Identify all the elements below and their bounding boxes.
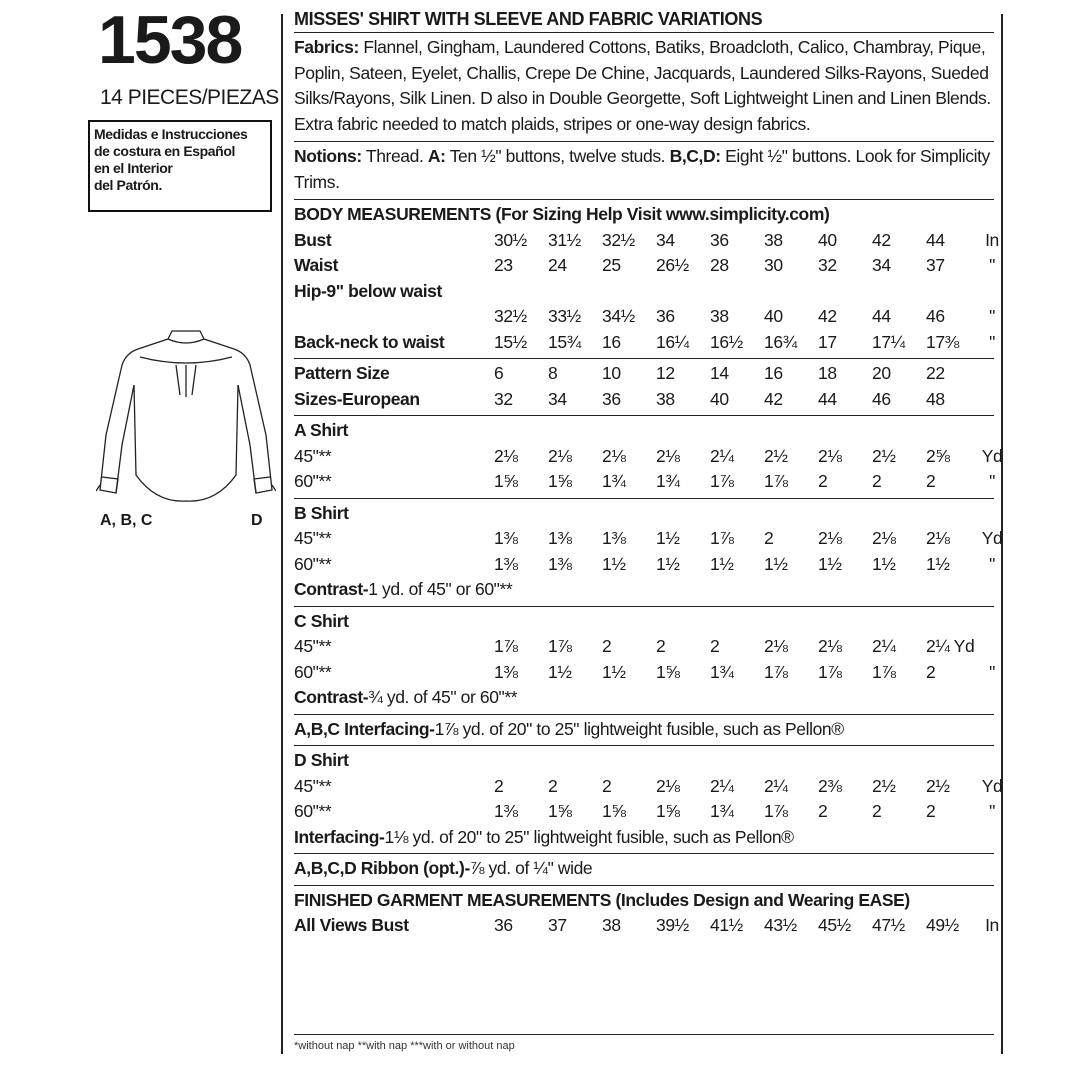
value-cell: 34 [872, 255, 891, 275]
value-cell: 48 [926, 388, 945, 409]
notions-text: Ten ½" buttons, twelve studs. [445, 146, 670, 166]
c-shirt-section [294, 607, 994, 715]
value-cell: 16¼ [656, 331, 689, 352]
row-label: 60"** [294, 801, 332, 821]
interfacing-text: 1⅞ yd. of 20" to 25" lightweight fusible, such as Pellon® [434, 718, 844, 739]
measure-row-back-neck [294, 330, 994, 356]
value-cell: 34 [548, 388, 567, 409]
contrast-label: Contrast- [294, 687, 369, 707]
value-cell: 44 [818, 388, 837, 409]
yardage-row-60 [294, 660, 994, 686]
value-cell: 32½ [602, 229, 635, 250]
value-cell: 16¾ [764, 331, 797, 352]
fabrics-text: Flannel, Gingham, Laundered Cottons, Batiks, Broadcloth, Calico, Chambray, Pique, Poplin, Sateen, Eyelet, Challis, Crepe De Chine, Jacquards, Laundered Silks-Rayons, Sueded Silks/Rayons, Silk Linen. D also in Double Georgette, Soft Lightweight Linen and Linen Blends. Extra fabric needed to match plaids, stripes or one-way design fabrics. [294, 37, 991, 134]
row-label: 45"** [294, 445, 332, 466]
value-cell: 22 [926, 363, 945, 383]
value-cell: 38 [656, 388, 675, 409]
value-cell: 2½ [872, 445, 896, 466]
value-cell: 1½ [602, 553, 626, 574]
spanish-note-line: Medidas e Instrucciones [94, 126, 248, 142]
value-cell: 2⅛ [818, 636, 842, 656]
pattern-title: MISSES' SHIRT WITH SLEEVE AND FABRIC VARIATIONS [294, 6, 994, 33]
unit-cell: Yd [981, 775, 1003, 796]
row-label: 45"** [294, 775, 332, 796]
value-cell: 2 [818, 801, 828, 821]
value-cell: 1⅜ [494, 801, 518, 821]
unit-cell: Yd [981, 528, 1003, 548]
value-cell: 31½ [548, 229, 581, 250]
value-cell: 1½ [710, 553, 734, 574]
fabrics-section [294, 33, 994, 142]
value-cell: 2⅛ [656, 775, 680, 796]
body-measurements-heading: BODY MEASUREMENTS (For Sizing Help Visit www.simplicity.com) [294, 204, 830, 224]
value-cell: 1⅜ [548, 528, 572, 548]
value-cell: 1⅝ [656, 801, 680, 821]
value-cell: 2⅜ [818, 775, 842, 796]
value-cell: 38 [764, 229, 783, 250]
value-cell: 6 [494, 363, 504, 383]
value-cell: 1⅝ [494, 471, 518, 491]
value-cell: 17 [818, 331, 837, 352]
view-label-d: D [251, 512, 263, 529]
value-cell: 2¼ [710, 775, 734, 796]
row-label: 45"** [294, 528, 332, 548]
contrast-label: Contrast- [294, 579, 369, 599]
value-cell: 34½ [602, 306, 635, 326]
value-cell: 17⅜ [926, 331, 959, 352]
notions-text: Thread. [361, 146, 428, 166]
interfacing-row [294, 825, 994, 851]
value-cell: 37 [926, 255, 945, 275]
unit-cell: " [989, 661, 995, 682]
value-cell: 1¾ [656, 471, 680, 491]
value-cell: 10 [602, 363, 621, 383]
value-cell: 33½ [548, 306, 581, 326]
value-cell: 14 [710, 363, 729, 383]
yardage-row-45 [294, 634, 994, 660]
hip-label: Hip-9" below waist [294, 280, 442, 301]
value-cell: 1⅜ [494, 553, 518, 574]
spanish-note-line: de costura en Español [94, 143, 235, 159]
pattern-info-panel [294, 6, 1003, 942]
value-cell: 47½ [872, 915, 905, 935]
interfacing-label: A,B,C Interfacing- [294, 718, 435, 739]
value-cell: 2 [926, 801, 936, 821]
value-cell: 2 [872, 471, 882, 491]
c-shirt-heading: C Shirt [294, 610, 349, 631]
value-cell: 37 [548, 915, 567, 935]
value-cell: 46 [872, 388, 891, 409]
value-cell: 1½ [926, 553, 950, 574]
value-cell: 1⅞ [818, 661, 842, 682]
value-cell: 1⅞ [710, 471, 734, 491]
value-cell: 32 [494, 388, 513, 409]
size-row-pattern [294, 361, 994, 387]
value-cell: 36 [602, 388, 621, 409]
value-cell: 1½ [764, 553, 788, 574]
value-cell: 2⅛ [818, 445, 842, 466]
value-cell: 1¾ [602, 471, 626, 491]
spanish-note-line: en el Interior [94, 160, 173, 176]
interfacing-label: Interfacing- [294, 826, 385, 847]
notions-view-bcd: B,C,D: [669, 146, 721, 166]
row-label: 60"** [294, 471, 332, 491]
ribbon-section [294, 854, 994, 886]
value-cell: 2 [548, 775, 558, 796]
value-cell: 46 [926, 306, 945, 326]
abc-interfacing-row [294, 717, 994, 743]
value-cell: 2 [602, 636, 612, 656]
unit-cell: Yd [981, 445, 1003, 466]
value-cell: 2¼ [764, 775, 788, 796]
value-cell: 2⅛ [602, 445, 626, 466]
value-cell: 42 [818, 306, 837, 326]
value-cell: 49½ [926, 915, 959, 935]
value-cell: 2 [656, 636, 666, 656]
unit-cell: In [985, 229, 999, 250]
measure-row-bust [294, 228, 999, 254]
value-cell: 2⅛ [926, 528, 950, 548]
value-cell: 12 [656, 363, 675, 383]
value-cell: 1⅜ [602, 528, 626, 548]
value-cell: 17¼ [872, 331, 905, 352]
a-shirt-section [294, 416, 1003, 499]
value-cell: 1⅞ [872, 661, 896, 682]
left-divider [281, 14, 283, 1054]
finished-measurements-heading: FINISHED GARMENT MEASUREMENTS (Includes Design and Wearing EASE) [294, 889, 910, 910]
value-cell: 2 [764, 528, 774, 548]
row-label: Waist [294, 255, 339, 275]
pieces-count: 14 PIECES/PIEZAS [100, 86, 279, 109]
value-cell: 2½ [926, 775, 950, 796]
value-cell: 42 [872, 229, 891, 250]
yardage-row-45 [294, 526, 1003, 552]
value-cell: 1⅝ [602, 801, 626, 821]
value-cell: 1½ [872, 553, 896, 574]
value-cell: 20 [872, 363, 891, 383]
unit-cell: " [989, 553, 995, 574]
value-cell: 1⅝ [548, 801, 572, 821]
yardage-row-45 [294, 774, 1003, 800]
unit-cell: " [989, 255, 995, 275]
row-label: 60"** [294, 553, 332, 574]
unit-cell: " [989, 801, 995, 821]
value-cell: 38 [710, 306, 729, 326]
value-cell: 45½ [818, 915, 851, 935]
yardage-row-45 [294, 444, 1003, 470]
b-shirt-section [294, 499, 1003, 607]
unit-cell: " [989, 331, 995, 352]
value-cell: 1½ [818, 553, 842, 574]
value-cell: 36 [656, 306, 675, 326]
value-cell-with-unit: 2¼ Yd [926, 636, 975, 656]
d-shirt-section [294, 746, 1003, 854]
row-label: Back-neck to waist [294, 331, 445, 352]
row-label: All Views Bust [294, 915, 409, 935]
value-cell: 15½ [494, 331, 527, 352]
value-cell: 25 [602, 255, 621, 275]
contrast-text: ¾ yd. of 45" or 60"** [368, 687, 518, 707]
row-label: Bust [294, 229, 332, 250]
value-cell: 24 [548, 255, 567, 275]
value-cell: 30½ [494, 229, 527, 250]
value-cell: 36 [710, 229, 729, 250]
value-cell: 2⅛ [494, 445, 518, 466]
value-cell: 1⅞ [764, 471, 788, 491]
notions-view-a: A: [427, 146, 446, 166]
value-cell: 26½ [656, 255, 689, 275]
value-cell: 39½ [656, 915, 689, 935]
value-cell: 1¾ [710, 801, 734, 821]
fabrics-label: Fabrics: [294, 37, 359, 57]
value-cell: 1⅞ [764, 801, 788, 821]
body-measurements-section [294, 200, 999, 359]
value-cell: 1⅞ [494, 636, 518, 656]
yardage-row-60 [294, 552, 994, 578]
row-label: Pattern Size [294, 363, 390, 383]
value-cell: 1⅞ [710, 528, 734, 548]
value-cell: 28 [710, 255, 729, 275]
value-cell: 40 [710, 388, 729, 409]
value-cell: 2⅛ [872, 528, 896, 548]
ribbon-label: A,B,C,D Ribbon (opt.)- [294, 858, 470, 878]
value-cell: 1½ [656, 528, 680, 548]
value-cell: 30 [764, 255, 783, 275]
contrast-row [294, 577, 994, 603]
value-cell: 43½ [764, 915, 797, 935]
sizes-section [294, 359, 994, 416]
value-cell: 1¾ [710, 661, 734, 682]
size-row-european [294, 387, 994, 413]
value-cell: 2¼ [872, 636, 896, 656]
value-cell: 41½ [710, 915, 743, 935]
value-cell: 15¾ [548, 331, 581, 352]
value-cell: 2⅝ [926, 445, 950, 466]
spanish-instructions-note [88, 120, 272, 212]
unit-cell: " [989, 471, 995, 491]
value-cell: 2½ [872, 775, 896, 796]
ribbon-row [294, 856, 994, 882]
value-cell: 1½ [656, 553, 680, 574]
value-cell: 2 [926, 661, 936, 682]
row-label: 60"** [294, 661, 332, 682]
value-cell: 1⅜ [494, 661, 518, 682]
notions-label: Notions: [294, 146, 362, 166]
value-cell: 40 [764, 306, 783, 326]
notions-text: Eight ½" buttons. Look for Simplicity Trims. [294, 146, 990, 192]
value-cell: 2 [710, 636, 720, 656]
value-cell: 1⅝ [548, 471, 572, 491]
abc-interfacing-section [294, 715, 994, 747]
value-cell: 23 [494, 255, 513, 275]
value-cell: 1⅞ [548, 636, 572, 656]
value-cell: 40 [818, 229, 837, 250]
value-cell: 2⅛ [818, 528, 842, 548]
row-label: 45"** [294, 636, 332, 656]
value-cell: 34 [656, 229, 675, 250]
value-cell: 32½ [494, 306, 527, 326]
value-cell: 2 [926, 471, 936, 491]
value-cell: 1⅞ [764, 661, 788, 682]
value-cell: 2¼ [710, 445, 734, 466]
value-cell: 44 [872, 306, 891, 326]
contrast-row [294, 685, 994, 711]
ribbon-text: ⅞ yd. of ¼" wide [469, 858, 593, 878]
value-cell: 16½ [710, 331, 743, 352]
value-cell: 1⅜ [548, 553, 572, 574]
value-cell: 16 [602, 331, 621, 352]
value-cell: 2 [494, 775, 504, 796]
value-cell: 2½ [764, 445, 788, 466]
value-cell: 1½ [548, 661, 572, 682]
footnote-divider [294, 1034, 994, 1035]
a-shirt-heading: A Shirt [294, 420, 348, 440]
value-cell: 1⅝ [656, 661, 680, 682]
unit-cell: " [989, 306, 995, 326]
nap-footnote: *without nap **with nap ***with or without nap [294, 1040, 515, 1052]
notions-section [294, 142, 994, 200]
value-cell: 2 [872, 801, 882, 821]
yardage-row-60 [294, 799, 994, 825]
d-shirt-heading: D Shirt [294, 750, 349, 770]
pattern-number: 1538 [98, 2, 242, 78]
value-cell: 44 [926, 229, 945, 250]
value-cell: 8 [548, 363, 558, 383]
value-cell: 2⅛ [656, 445, 680, 466]
shirt-back-view-illustration [96, 325, 276, 515]
measure-row-waist [294, 253, 994, 279]
b-shirt-heading: B Shirt [294, 502, 349, 523]
view-label-abc: A, B, C [100, 512, 153, 529]
contrast-text: 1 yd. of 45" or 60"** [368, 579, 513, 599]
value-cell: 2 [602, 775, 612, 796]
row-label: Sizes-European [294, 388, 420, 409]
value-cell: 1⅜ [494, 528, 518, 548]
value-cell: 2⅛ [548, 445, 572, 466]
value-cell: 16 [764, 363, 783, 383]
value-cell: 32 [818, 255, 837, 275]
value-cell: 18 [818, 363, 837, 383]
finished-row-bust [294, 913, 999, 939]
interfacing-text: 1⅛ yd. of 20" to 25" lightweight fusible, such as Pellon® [384, 826, 794, 847]
value-cell: 1½ [602, 661, 626, 682]
value-cell: 2 [818, 471, 828, 491]
spanish-note-line: del Patrón. [94, 177, 162, 193]
value-cell: 38 [602, 915, 621, 935]
value-cell: 42 [764, 388, 783, 409]
finished-measurements-section [294, 886, 999, 942]
value-cell: 2⅛ [764, 636, 788, 656]
value-cell: 36 [494, 915, 513, 935]
yardage-row-60 [294, 469, 994, 495]
unit-cell: In [985, 915, 999, 935]
measure-row-hip [294, 304, 994, 330]
